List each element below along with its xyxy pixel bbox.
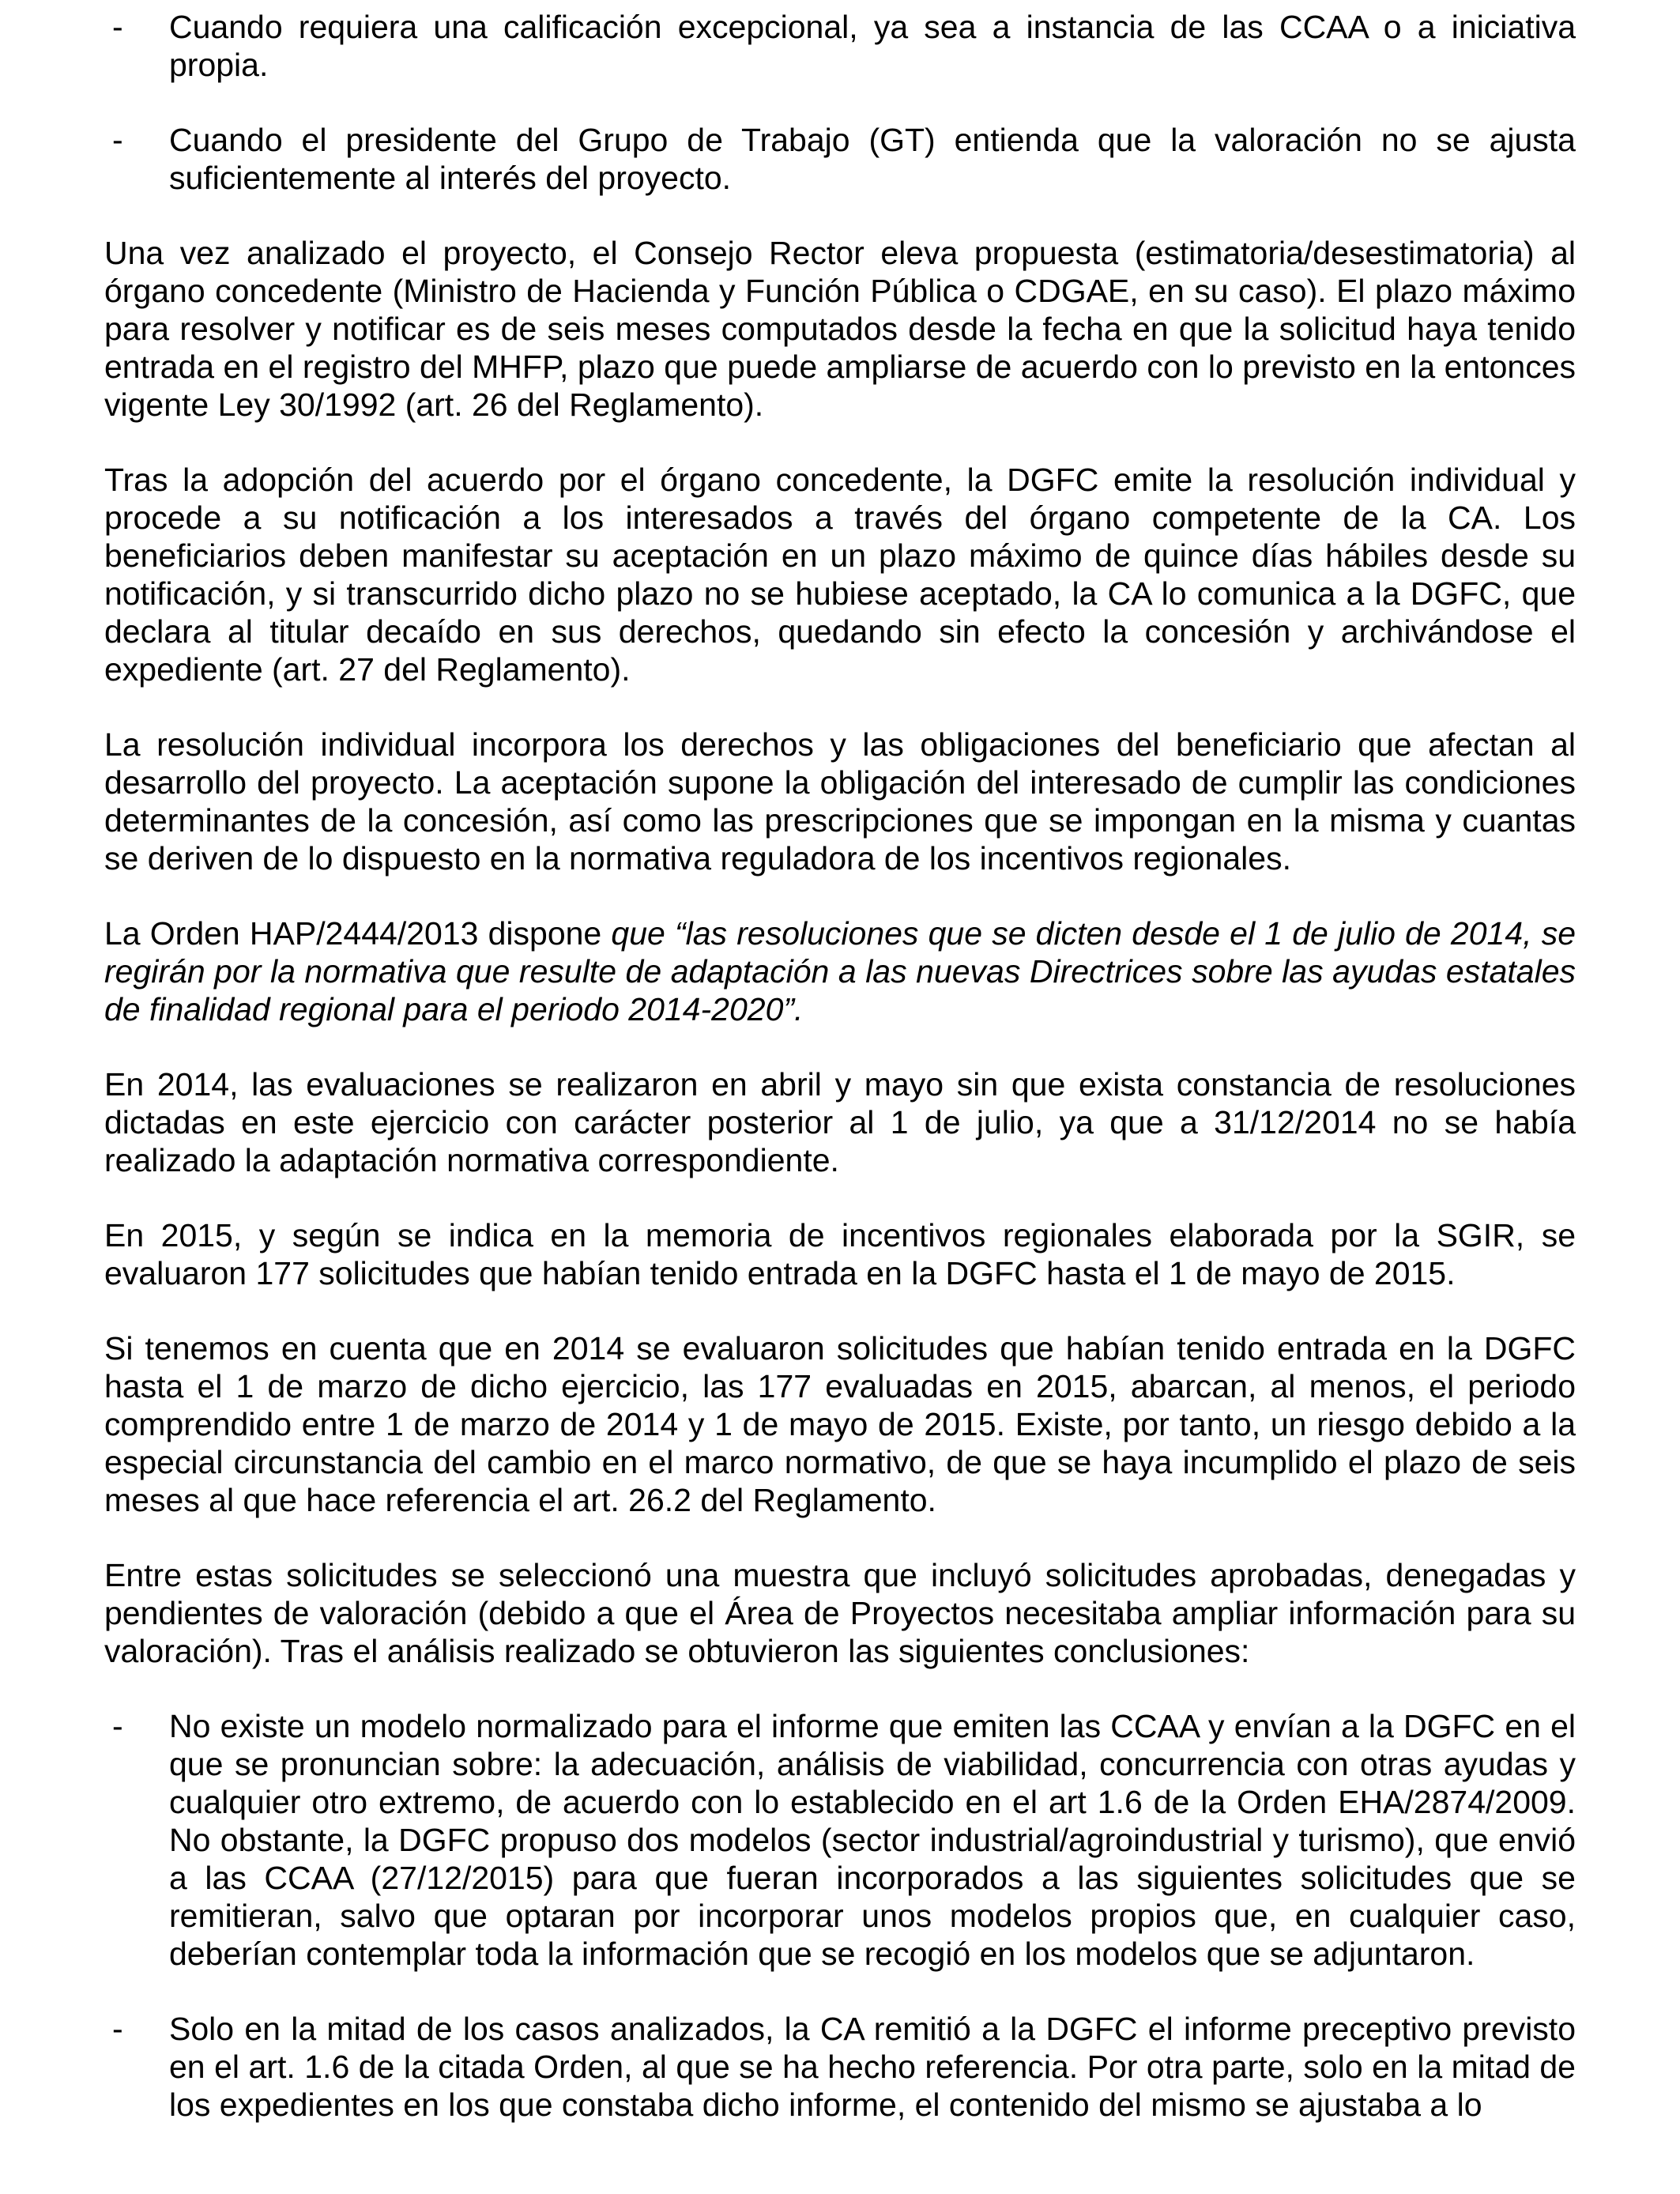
bullet-item [104,8,1576,84]
paragraph-muestra: Entre estas solicitudes se seleccionó una muestra que incluyó solicitudes aprobadas, denegadas y pendientes de valoración (debido a que el Área de Proyectos necesitaba ampliar información para su valoración). Tras el análisis realizado se obtuvieron las siguientes conclusiones: [104,1557,1576,1669]
bullet-item [104,121,1576,197]
bullet-text: No existe un modelo normalizado para el informe que emiten las CCAA y envían a la DGFC en el que se pronuncian sobre: la adecuación, análisis de viabilidad, concurrencia con otras ayudas y cualquier otro extremo, de acuerdo con lo establecido en el art 1.6 de la Orden EHA/2874/2009. No obstante, la DGFC propuso dos modelos (sector industrial/agroindustrial y turismo), que envió a las CCAA (27/12/2015) para que fueran incorporados a las siguientes solicitudes que se remitieran, salvo que optaran por incorporar unos modelos propios que, en cualquier caso, deberían contemplar toda la información que se recogió en los modelos que se adjuntaron. [169,1708,1576,1972]
paragraph-consejo-rector: Una vez analizado el proyecto, el Consejo Rector eleva propuesta (estimatoria/desestimatoria) al órgano concedente (Ministro de Hacienda y Función Pública o CDGAE, en su caso). El plazo máximo para resolver y notificar es de seis meses computados desde la fecha en que la solicitud haya tenido entrada en el registro del MHFP, plazo que puede ampliarse de acuerdo con lo previsto en la entonces vigente Ley 30/1992 (art. 26 del Reglamento). [104,235,1576,423]
bullet-dash: - [112,9,123,45]
bullet-text: Solo en la mitad de los casos analizados, la CA remitió a la DGFC el informe preceptivo previsto en el art. 1.6 de la citada Orden, al que se ha hecho referencia. Por otra parte, solo en la mitad de los expedientes en los que constaba dicho informe, el contenido del mismo se ajustaba a lo [169,2011,1576,2123]
paragraph-riesgo-plazo: Si tenemos en cuenta que en 2014 se evaluaron solicitudes que habían tenido entrada en la DGFC hasta el 1 de marzo de dicho ejercicio, las 177 evaluadas en 2015, abarcan, al menos, el periodo comprendido entre 1 de marzo de 2014 y 1 de mayo de 2015. Existe, por tanto, un riesgo debido a la especial circunstancia del cambio en el marco normativo, de que se haya incumplido el plazo de seis meses al que hace referencia el art. 26.2 del Reglamento. [104,1330,1576,1518]
bullet-item [104,2010,1576,2124]
paragraph-resolucion-individual: La resolución individual incorpora los derechos y las obligaciones del beneficiario que afectan al desarrollo del proyecto. La aceptación supone la obligación del interesado de cumplir las condiciones determinantes de la concesión, así como las prescripciones que se impongan en la misma y cuantas se deriven de lo dispuesto en la normativa reguladora de los incentivos regionales. [104,726,1576,876]
paragraph-resolucion-notificacion: Tras la adopción del acuerdo por el órgano concedente, la DGFC emite la resolución individual y procede a su notificación a los interesados a través del órgano competente de la CA. Los beneficiarios deben manifestar su aceptación en un plazo máximo de quince días hábiles desde su notificación, y si transcurrido dicho plazo no se hubiese aceptado, la CA lo comunica a la DGFC, que declara al titular decaído en sus derechos, quedando sin efecto la concesión y archivándose el expediente (art. 27 del Reglamento). [104,462,1576,688]
paragraph-orden-hap [104,914,1576,1028]
orden-lead-text: La Orden HAP/2444/2013 dispone [104,915,612,952]
bullet-dash: - [112,1708,123,1744]
orden-quote-text: que “las resoluciones que se dicten desde el 1 de julio de 2014, se regirán por la normativa que resulte de adaptación a las nuevas Directrices sobre las ayudas estatales de finalidad regional para el periodo 2014-2020”. [104,915,1576,1027]
bullet-dash: - [112,122,123,158]
bullet-text: Cuando requiera una calificación excepcional, ya sea a instancia de las CCAA o a iniciativa propia. [169,9,1576,83]
paragraph-evaluaciones-2014: En 2014, las evaluaciones se realizaron en abril y mayo sin que exista constancia de resoluciones dictadas en este ejercicio con carácter posterior al 1 de julio, ya que a 31/12/2014 no se había realizado la adaptación normativa correspondiente. [104,1066,1576,1178]
paragraph-evaluaciones-2015: En 2015, y según se indica en la memoria de incentivos regionales elaborada por la SGIR, se evaluaron 177 solicitudes que habían tenido entrada en la DGFC hasta el 1 de mayo de 2015. [104,1217,1576,1291]
bullet-text: Cuando el presidente del Grupo de Trabajo (GT) entienda que la valoración no se ajusta suficientemente al interés del proyecto. [169,122,1576,196]
bullet-dash: - [112,2011,123,2047]
document-page [104,8,1576,2124]
bullet-item [104,1707,1576,1973]
